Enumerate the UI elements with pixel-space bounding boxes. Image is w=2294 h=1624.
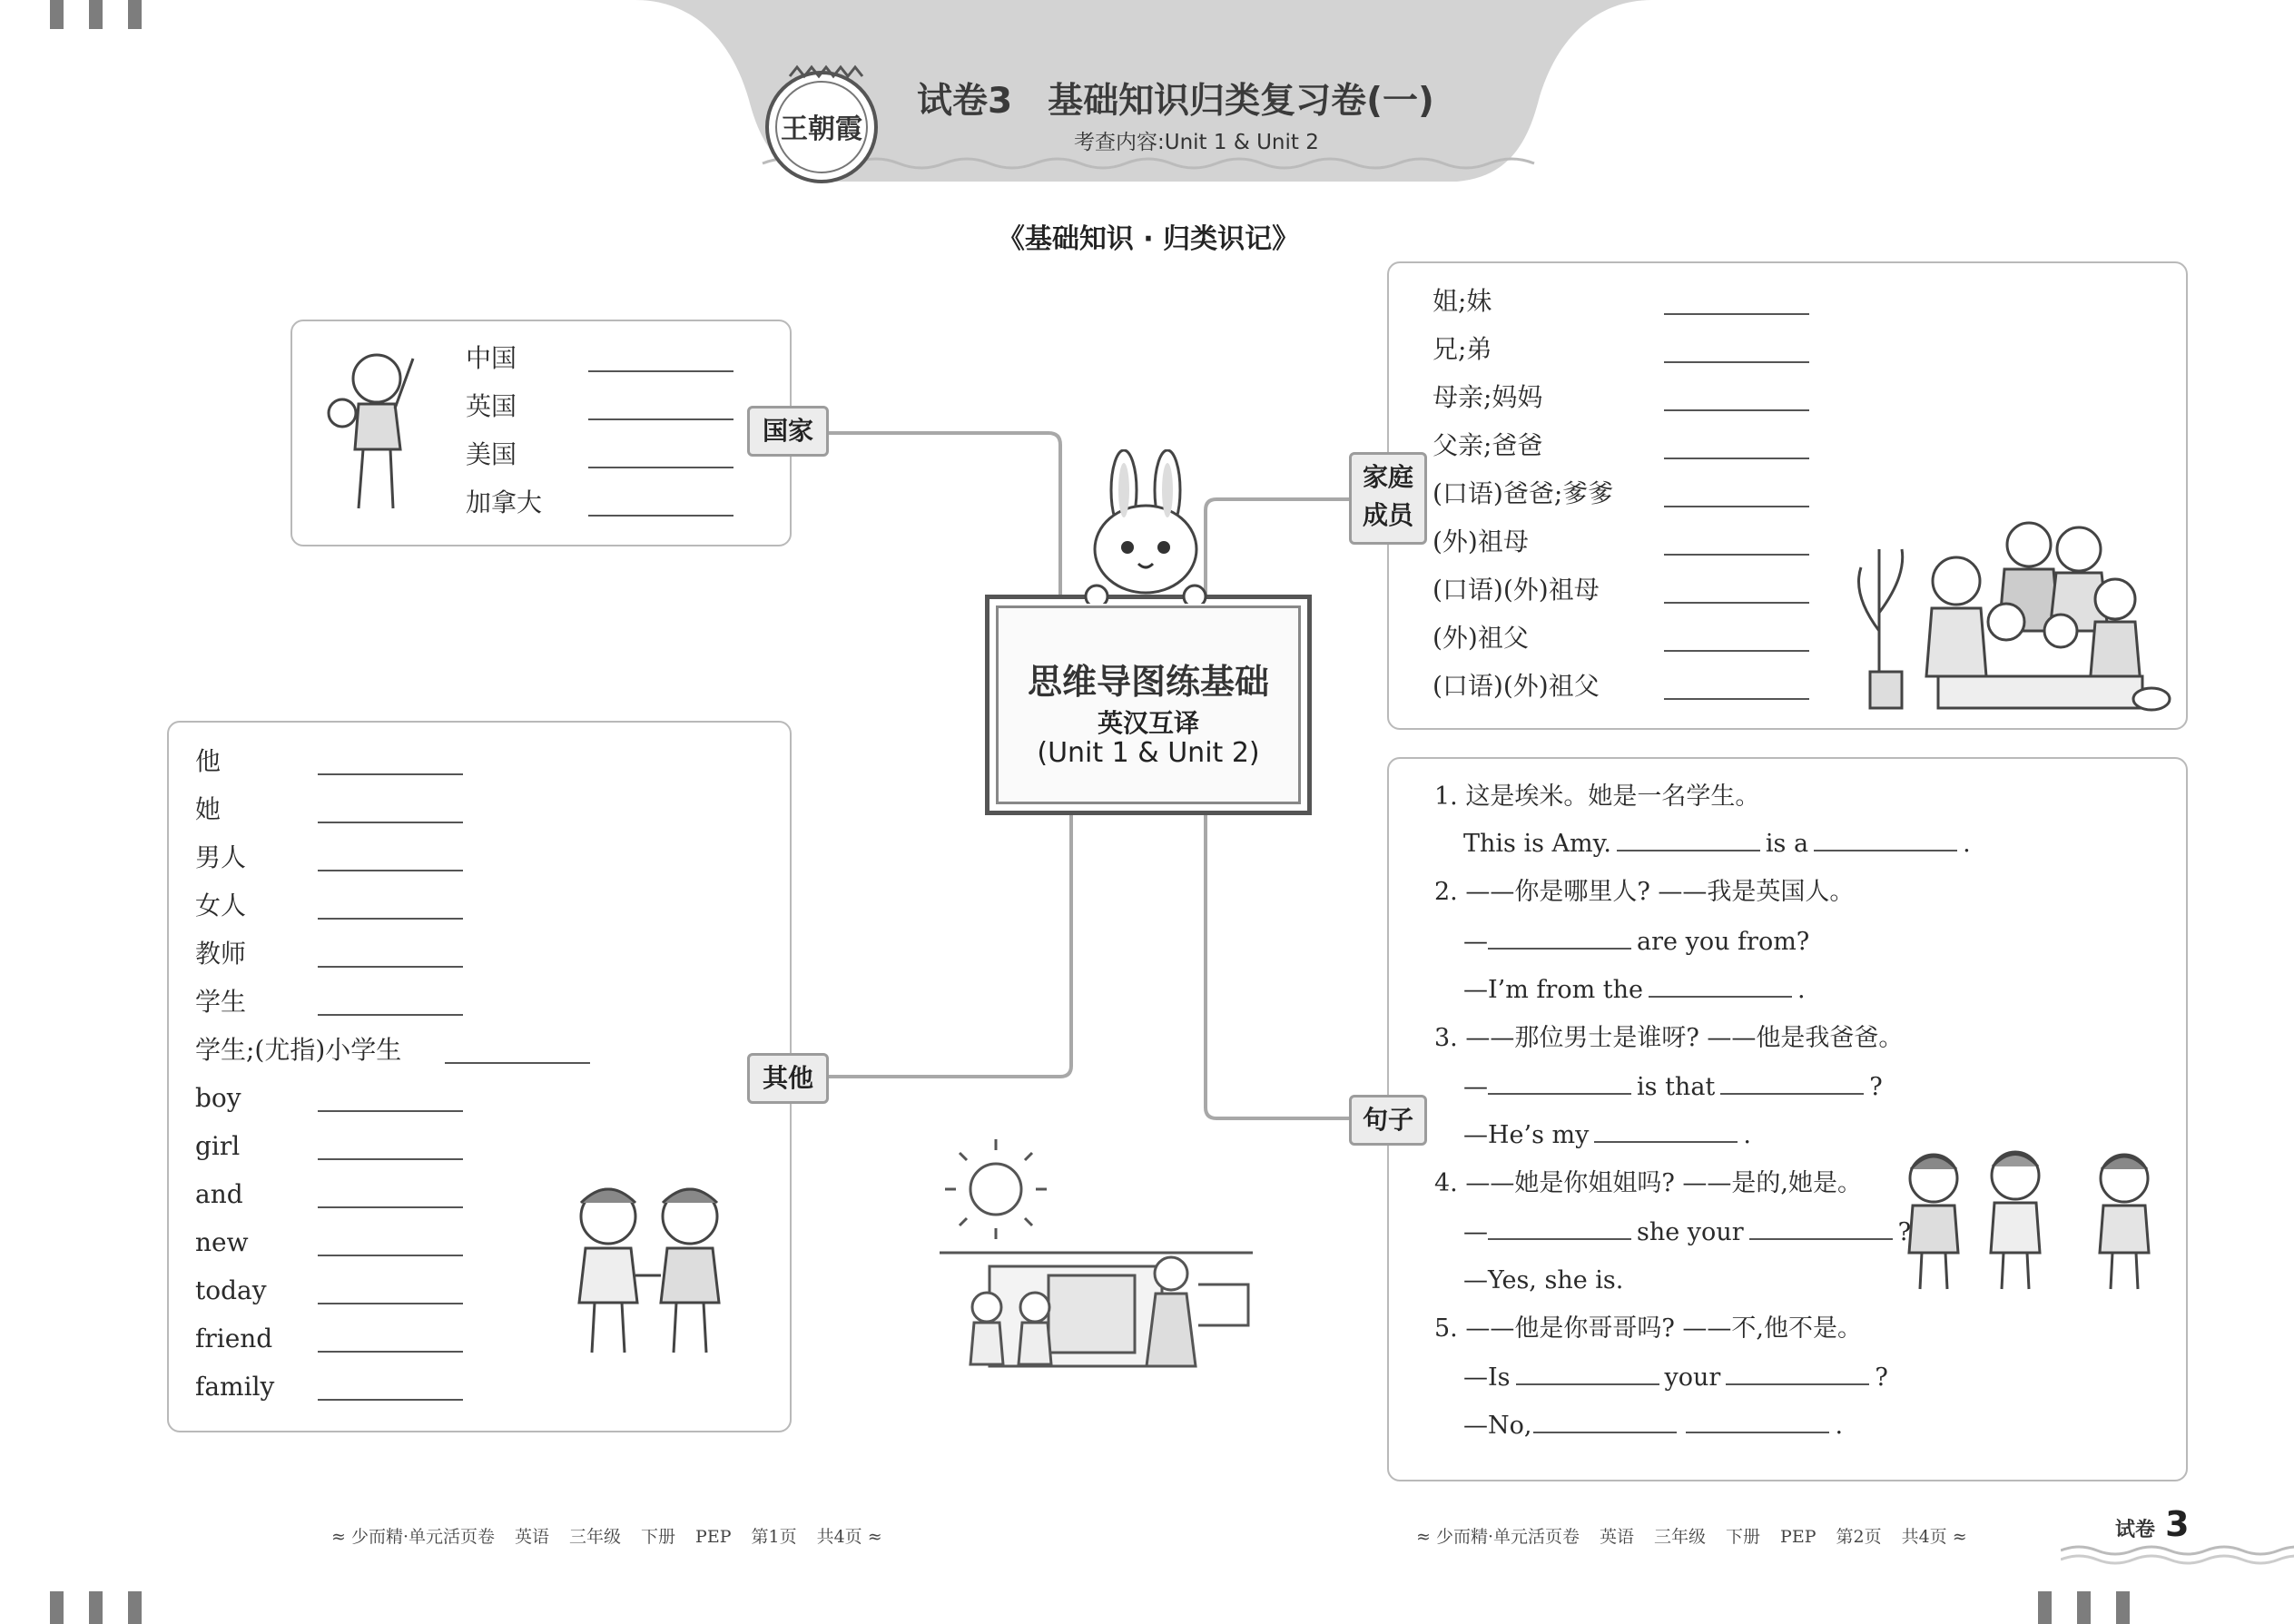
center-subtitle: 英汉互译 (1097, 708, 1199, 738)
sentence-3-answer (1463, 1119, 1751, 1152)
footer-item: 下册 (641, 1527, 676, 1547)
vocab-row (466, 439, 517, 470)
tag-family-label: 家庭成员 (1363, 462, 1414, 530)
sentence-4-chinese: 4. ——她是你姐姐吗? ——是的,她是。 (1434, 1169, 1862, 1197)
s5-a-pre: —No, (1463, 1412, 1532, 1440)
vocab-row (195, 1324, 272, 1354)
answer-blank[interactable] (588, 370, 733, 372)
sentence-3-question (1463, 1071, 1883, 1104)
answer-blank[interactable] (1617, 850, 1760, 851)
answer-blank[interactable] (318, 1351, 463, 1353)
sentence-1-english (1463, 828, 1971, 861)
vocab-prompt: (口语)(外)祖父 (1433, 671, 1600, 701)
vocab-row (195, 1275, 267, 1306)
page-title: 试卷3 基础知识归类复习卷(一) (917, 81, 1434, 122)
vocab-row (1433, 382, 1542, 413)
vocab-prompt: 母亲;妈妈 (1433, 382, 1543, 412)
vocab-row (195, 1035, 401, 1066)
answer-blank[interactable] (318, 773, 463, 775)
three-girls-illustration (1893, 1144, 2174, 1294)
vocab-prompt: 中国 (466, 343, 517, 373)
answer-blank[interactable] (588, 418, 733, 420)
vocab-prompt: (外)祖母 (1433, 527, 1529, 556)
tag-country: 国家 (747, 406, 829, 457)
vocab-row (466, 343, 517, 374)
vocab-prompt: 英国 (466, 391, 517, 421)
vocab-row (195, 1083, 241, 1114)
vocab-prompt: girl (195, 1131, 241, 1161)
s4-q-end: ? (1897, 1218, 1912, 1246)
footer-item: 第1页 (751, 1527, 797, 1547)
vocab-prompt: 父亲;爸爸 (1433, 430, 1543, 460)
answer-blank[interactable] (1814, 850, 1957, 851)
answer-blank[interactable] (445, 1062, 590, 1064)
svg-text:王朝霞: 王朝霞 (781, 113, 862, 145)
answer-blank[interactable] (1664, 506, 1809, 507)
page-subtitle: 考查内容:Unit 1 & Unit 2 (1074, 131, 1319, 154)
footer-item: PEP (1780, 1527, 1816, 1547)
answer-blank[interactable] (1516, 1383, 1659, 1385)
sentence-5-chinese: 5. ——他是你哥哥吗? ——不,他不是。 (1434, 1314, 1862, 1343)
vocab-prompt: and (195, 1179, 243, 1209)
answer-blank[interactable] (1664, 698, 1809, 700)
footer-item: 共4页 ≈ (816, 1527, 882, 1547)
vocab-prompt: today (195, 1275, 267, 1305)
footer-item: 第2页 (1836, 1527, 1882, 1547)
answer-blank[interactable] (1726, 1383, 1869, 1385)
footer-item: 共4页 ≈ (1901, 1527, 1967, 1547)
paper-badge-label: 试卷 (2115, 1519, 2156, 1541)
answer-blank[interactable] (588, 467, 733, 468)
answer-blank[interactable] (1720, 1093, 1864, 1095)
sentence-4-question (1463, 1216, 1911, 1249)
answer-blank[interactable] (318, 1110, 463, 1112)
answer-blank[interactable] (318, 1255, 463, 1256)
vocab-row (1433, 623, 1529, 654)
center-box (985, 595, 1312, 815)
vocab-row (1433, 478, 1613, 509)
s4-dash: — (1463, 1218, 1488, 1246)
answer-blank[interactable] (1664, 554, 1809, 556)
answer-blank[interactable] (588, 515, 733, 517)
vocab-prompt: (外)祖父 (1433, 623, 1529, 653)
family-illustration (1852, 495, 2174, 717)
sentence-2-chinese: 2. ——你是哪里人? ——我是英国人。 (1434, 878, 1855, 906)
answer-blank[interactable] (1488, 1093, 1631, 1095)
vocab-row (1433, 430, 1542, 461)
footer-left (331, 1523, 902, 1548)
s2-q-text: are you from? (1637, 928, 1810, 956)
center-title: 思维导图练基础 (1027, 662, 1269, 702)
paper-badge (2115, 1504, 2190, 1544)
answer-blank[interactable] (1594, 1141, 1738, 1143)
answer-blank[interactable] (318, 1014, 463, 1016)
section-heading: 《基础知识 · 归类识记》 (997, 223, 1300, 255)
vocab-row (195, 794, 221, 825)
vocab-row (195, 891, 246, 921)
answer-blank[interactable] (1664, 313, 1809, 315)
tag-family (1349, 452, 1427, 545)
s5-q-mid: your (1664, 1363, 1721, 1392)
vocab-row (195, 1131, 240, 1162)
footer-item: 英语 (515, 1527, 550, 1547)
center-units: (Unit 1 & Unit 2) (1037, 737, 1260, 769)
answer-blank[interactable] (1664, 650, 1809, 652)
footer-item: ≈ 少而精·单元活页卷 (1416, 1527, 1580, 1547)
answer-blank[interactable] (318, 966, 463, 968)
answer-blank[interactable] (1488, 1238, 1631, 1240)
answer-blank[interactable] (318, 1206, 463, 1208)
two-girls-illustration (554, 1176, 744, 1362)
vocab-prompt: friend (195, 1324, 273, 1353)
answer-blank[interactable] (1686, 1432, 1829, 1433)
answer-blank[interactable] (1649, 996, 1792, 998)
s4-q-mid: she your (1637, 1218, 1744, 1246)
s2-a-text: —I’m from the (1463, 976, 1643, 1004)
vocab-row (1433, 527, 1529, 557)
answer-blank[interactable] (1664, 361, 1809, 363)
vocab-prompt: 美国 (466, 439, 517, 469)
s5-a-end: . (1835, 1412, 1844, 1440)
vocab-prompt: 她 (195, 794, 222, 824)
answer-blank[interactable] (318, 1399, 463, 1401)
vocab-prompt: 教师 (195, 939, 247, 969)
s5-q-pre: —Is (1463, 1363, 1511, 1392)
answer-blank[interactable] (318, 1158, 463, 1160)
sentence-4-answer: —Yes, she is. (1463, 1266, 1624, 1294)
s3-q-mid: is that (1637, 1073, 1716, 1101)
vocab-prompt: boy (195, 1083, 241, 1113)
vocab-row (1433, 334, 1492, 365)
vocab-row (1433, 286, 1492, 317)
vocab-prompt: new (195, 1227, 249, 1257)
footer-item: 下册 (1726, 1527, 1761, 1547)
footer-item: 三年级 (1654, 1527, 1707, 1547)
vocab-prompt: (口语)(外)祖母 (1433, 575, 1600, 605)
sentence-5-answer (1463, 1410, 1843, 1442)
paper-badge-number: 3 (2165, 1504, 2190, 1544)
answer-blank[interactable] (318, 918, 463, 920)
answer-blank[interactable] (1664, 602, 1809, 604)
answer-blank[interactable] (1749, 1238, 1893, 1240)
s1-text-a: This is Amy. (1463, 830, 1611, 858)
girl-with-panda-illustration (322, 340, 422, 522)
sentence-3-chinese: 3. ——那位男士是谁呀? ——他是我爸爸。 (1434, 1024, 1904, 1052)
s2-dash: — (1463, 928, 1488, 956)
footer-right (1416, 1523, 1987, 1548)
vocab-prompt: family (195, 1372, 275, 1402)
answer-blank[interactable] (318, 822, 463, 823)
footer-item: 英语 (1600, 1527, 1635, 1547)
vocab-row (1433, 671, 1600, 702)
s3-q-end: ? (1869, 1073, 1883, 1101)
s1-text-c: . (1963, 830, 1971, 858)
school-scene-illustration (940, 1139, 1253, 1403)
answer-blank[interactable] (1664, 409, 1809, 411)
vocab-prompt: 姐;妹 (1433, 286, 1492, 316)
vocab-row (195, 746, 221, 777)
sentence-2-answer (1463, 974, 1806, 1007)
vocab-prompt: 学生 (195, 987, 247, 1017)
vocab-row (195, 939, 246, 969)
s5-q-end: ? (1875, 1363, 1888, 1392)
footer-item: ≈ 少而精·单元活页卷 (331, 1527, 495, 1547)
s3-a-text: —He’s my (1463, 1121, 1590, 1149)
s3-dash: — (1463, 1073, 1488, 1101)
footer-item: PEP (695, 1527, 732, 1547)
answer-blank[interactable] (318, 1303, 463, 1304)
vocab-prompt: (口语)爸爸;爹爹 (1433, 478, 1614, 508)
answer-blank[interactable] (1488, 948, 1631, 950)
vocab-prompt: 加拿大 (466, 487, 543, 517)
vocab-row (466, 391, 517, 422)
answer-blank[interactable] (1664, 458, 1809, 459)
vocab-prompt: 兄;弟 (1433, 334, 1492, 364)
s1-text-b: is a (1765, 830, 1809, 858)
vocab-row (195, 1372, 274, 1403)
vocab-row (195, 842, 246, 873)
tag-sentence: 句子 (1349, 1095, 1427, 1146)
vocab-row (466, 487, 542, 518)
vocab-row (1433, 575, 1600, 605)
vocab-prompt: 学生;(尤指)小学生 (195, 1035, 402, 1065)
sentence-1-chinese: 1. 这是埃米。她是一名学生。 (1434, 782, 1760, 811)
s3-a-end: . (1743, 1121, 1751, 1149)
answer-blank[interactable] (1533, 1432, 1677, 1433)
s2-a-end: . (1797, 976, 1806, 1004)
vocab-row (195, 987, 246, 1018)
answer-blank[interactable] (318, 870, 463, 871)
bunny-illustration (1069, 449, 1224, 604)
vocab-row (195, 1179, 243, 1210)
vocab-row (195, 1227, 249, 1258)
vocab-prompt: 女人 (195, 891, 247, 920)
footer-item: 三年级 (569, 1527, 622, 1547)
tag-other: 其他 (747, 1053, 829, 1104)
vocab-prompt: 他 (195, 746, 222, 776)
vocab-prompt: 男人 (195, 842, 247, 872)
sentence-2-question (1463, 926, 1809, 959)
sentence-5-question (1463, 1362, 1888, 1394)
